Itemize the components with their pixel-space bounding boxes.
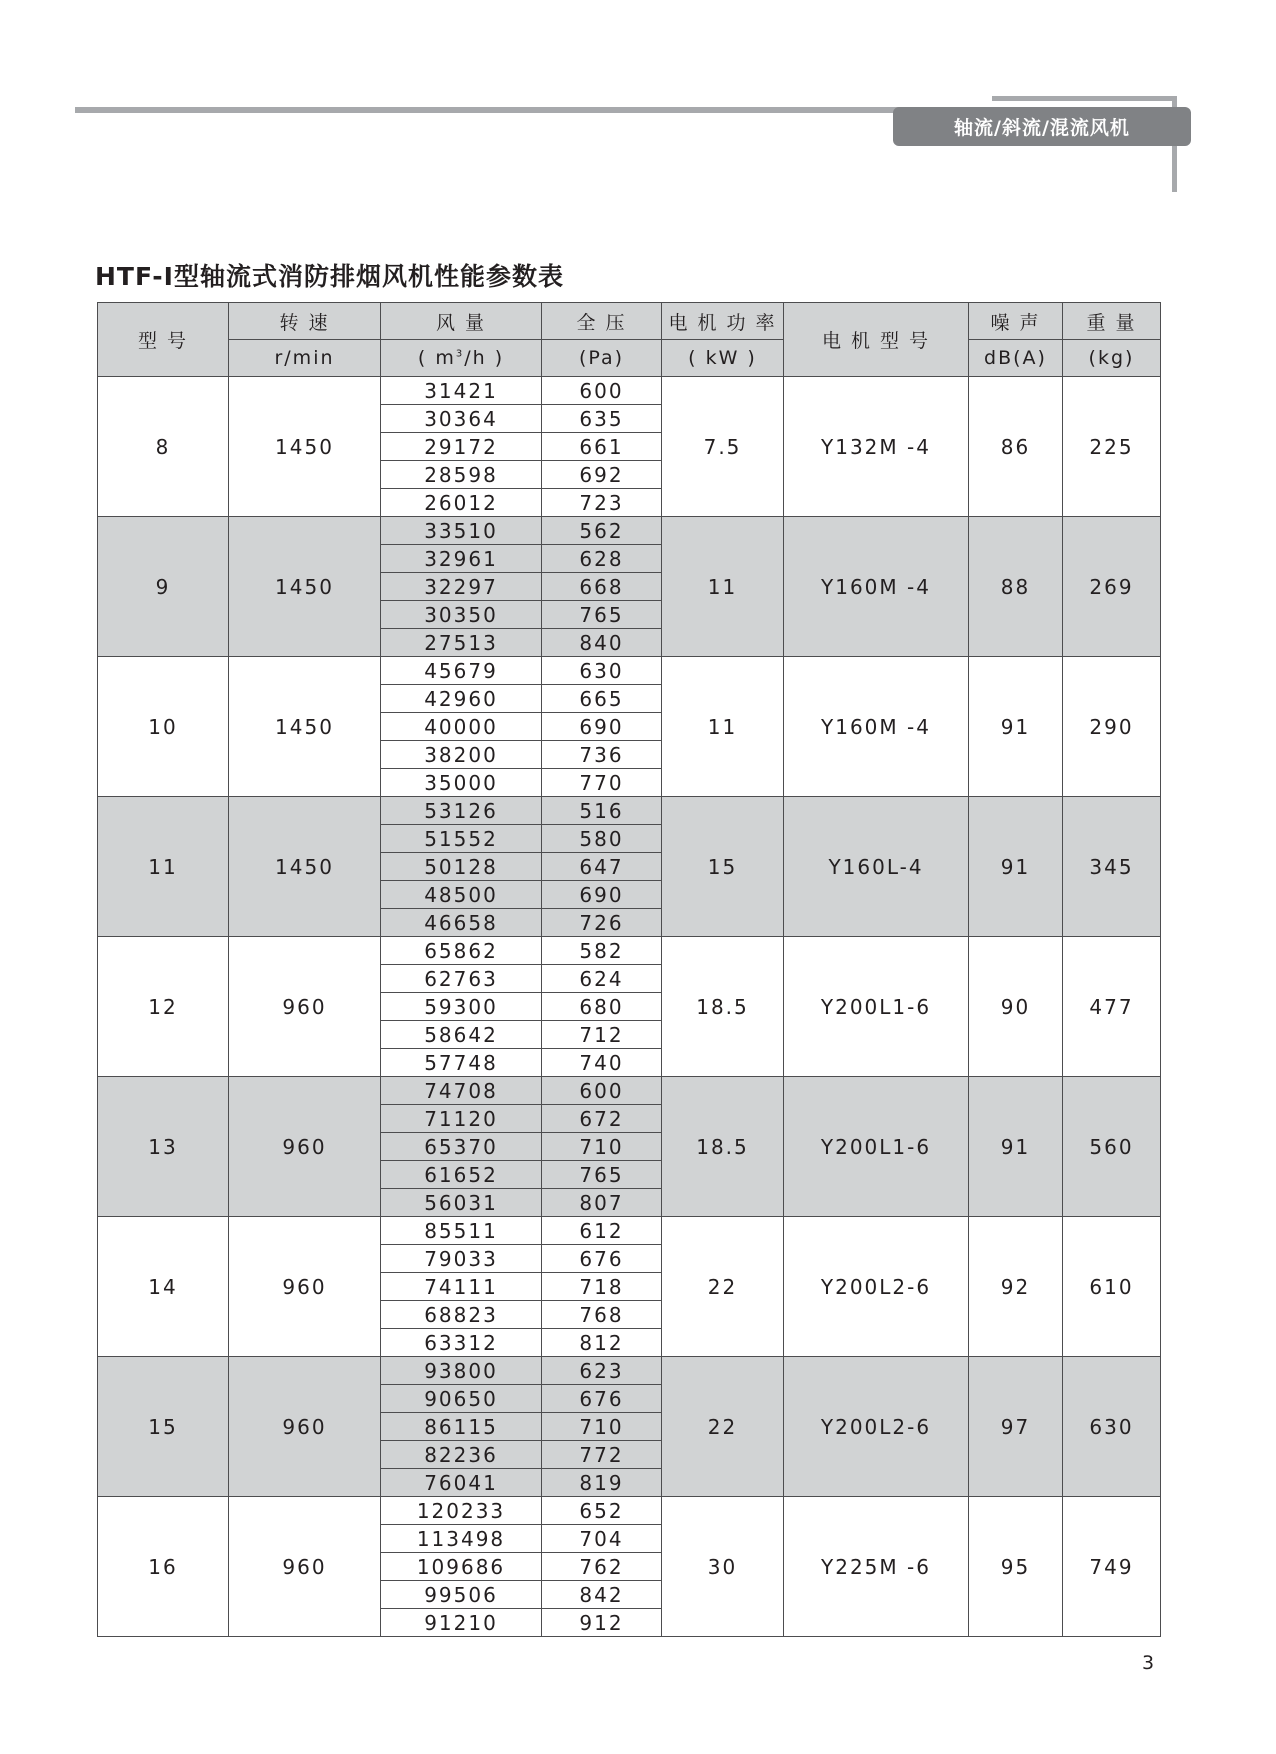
cell-airflow: 120233 xyxy=(381,1497,542,1525)
cell-pressure: 562 xyxy=(542,517,662,545)
cell-pressure: 628 xyxy=(542,545,662,573)
cell-power: 7.5 xyxy=(662,377,784,517)
cell-pressure: 635 xyxy=(542,405,662,433)
cell-pressure: 819 xyxy=(542,1469,662,1497)
cell-airflow: 58642 xyxy=(381,1021,542,1049)
cell-model: 15 xyxy=(98,1357,229,1497)
cell-noise: 95 xyxy=(969,1497,1063,1637)
cell-pressure: 710 xyxy=(542,1133,662,1161)
cell-pressure: 736 xyxy=(542,741,662,769)
cell-airflow: 40000 xyxy=(381,713,542,741)
cell-speed: 960 xyxy=(229,1497,381,1637)
cell-airflow: 29172 xyxy=(381,433,542,461)
cell-pressure: 723 xyxy=(542,489,662,517)
table-row xyxy=(98,937,1161,965)
unit-airflow-suffix: /h ) xyxy=(464,347,505,369)
cell-airflow: 74111 xyxy=(381,1273,542,1301)
cell-pressure: 624 xyxy=(542,965,662,993)
cell-power: 11 xyxy=(662,517,784,657)
cell-pressure: 630 xyxy=(542,657,662,685)
unit-power: ( kW ) xyxy=(662,340,784,377)
cell-speed: 960 xyxy=(229,1077,381,1217)
cell-model: 14 xyxy=(98,1217,229,1357)
cell-pressure: 661 xyxy=(542,433,662,461)
table-row xyxy=(98,657,1161,685)
cell-airflow: 61652 xyxy=(381,1161,542,1189)
cell-motor: Y160M -4 xyxy=(784,657,969,797)
cell-power: 18.5 xyxy=(662,937,784,1077)
cell-noise: 91 xyxy=(969,1077,1063,1217)
cell-pressure: 710 xyxy=(542,1413,662,1441)
cell-power: 22 xyxy=(662,1217,784,1357)
header-rule xyxy=(75,107,925,113)
unit-noise: dB(A) xyxy=(969,340,1063,377)
table-row xyxy=(98,1357,1161,1385)
cell-pressure: 765 xyxy=(542,601,662,629)
cell-airflow: 82236 xyxy=(381,1441,542,1469)
cell-pressure: 812 xyxy=(542,1329,662,1357)
cell-airflow: 90650 xyxy=(381,1385,542,1413)
cell-airflow: 85511 xyxy=(381,1217,542,1245)
col-header-airflow: 风 量 xyxy=(381,303,542,340)
cell-weight: 560 xyxy=(1063,1077,1161,1217)
cell-model: 10 xyxy=(98,657,229,797)
cell-motor: Y160M -4 xyxy=(784,517,969,657)
cell-airflow: 30350 xyxy=(381,601,542,629)
cell-pressure: 718 xyxy=(542,1273,662,1301)
cell-pressure: 726 xyxy=(542,909,662,937)
header-row-labels xyxy=(98,303,1161,340)
cell-airflow: 32961 xyxy=(381,545,542,573)
col-header-weight: 重 量 xyxy=(1063,303,1161,340)
cell-weight: 630 xyxy=(1063,1357,1161,1497)
cell-speed: 960 xyxy=(229,937,381,1077)
cell-airflow: 33510 xyxy=(381,517,542,545)
cell-pressure: 842 xyxy=(542,1581,662,1609)
cell-model: 13 xyxy=(98,1077,229,1217)
cell-weight: 290 xyxy=(1063,657,1161,797)
cell-weight: 610 xyxy=(1063,1217,1161,1357)
cell-airflow: 45679 xyxy=(381,657,542,685)
cell-pressure: 672 xyxy=(542,1105,662,1133)
table-row xyxy=(98,1497,1161,1525)
cell-pressure: 580 xyxy=(542,825,662,853)
cell-pressure: 692 xyxy=(542,461,662,489)
cell-pressure: 762 xyxy=(542,1553,662,1581)
unit-speed: r/min xyxy=(229,340,381,377)
cell-motor: Y200L1-6 xyxy=(784,1077,969,1217)
cell-pressure: 704 xyxy=(542,1525,662,1553)
cell-pressure: 600 xyxy=(542,377,662,405)
cell-airflow: 68823 xyxy=(381,1301,542,1329)
performance-table xyxy=(97,302,1161,1637)
cell-speed: 960 xyxy=(229,1217,381,1357)
cell-motor: Y200L2-6 xyxy=(784,1217,969,1357)
cell-power: 11 xyxy=(662,657,784,797)
cell-airflow: 93800 xyxy=(381,1357,542,1385)
page-title: HTF-I型轴流式消防排烟风机性能参数表 xyxy=(95,262,564,291)
cell-airflow: 28598 xyxy=(381,461,542,489)
cell-speed: 1450 xyxy=(229,657,381,797)
unit-airflow-sup: 3 xyxy=(455,348,465,360)
cell-airflow: 26012 xyxy=(381,489,542,517)
cell-pressure: 676 xyxy=(542,1385,662,1413)
cell-airflow: 56031 xyxy=(381,1189,542,1217)
cell-airflow: 42960 xyxy=(381,685,542,713)
cell-model: 12 xyxy=(98,937,229,1077)
unit-airflow-prefix: ( m xyxy=(417,347,456,369)
cell-pressure: 712 xyxy=(542,1021,662,1049)
col-header-power: 电 机 功 率 xyxy=(662,303,784,340)
cell-airflow: 50128 xyxy=(381,853,542,881)
cell-airflow: 48500 xyxy=(381,881,542,909)
cell-noise: 90 xyxy=(969,937,1063,1077)
cell-pressure: 647 xyxy=(542,853,662,881)
cell-weight: 269 xyxy=(1063,517,1161,657)
cell-weight: 749 xyxy=(1063,1497,1161,1637)
table-row xyxy=(98,1077,1161,1105)
section-tab: 轴流/斜流/混流风机 xyxy=(893,107,1191,146)
cell-pressure: 840 xyxy=(542,629,662,657)
cell-airflow: 71120 xyxy=(381,1105,542,1133)
cell-airflow: 35000 xyxy=(381,769,542,797)
cell-power: 22 xyxy=(662,1357,784,1497)
cell-power: 30 xyxy=(662,1497,784,1637)
col-header-speed: 转 速 xyxy=(229,303,381,340)
cell-pressure: 690 xyxy=(542,881,662,909)
cell-airflow: 38200 xyxy=(381,741,542,769)
cell-pressure: 665 xyxy=(542,685,662,713)
cell-pressure: 768 xyxy=(542,1301,662,1329)
cell-motor: Y160L-4 xyxy=(784,797,969,937)
cell-motor: Y200L1-6 xyxy=(784,937,969,1077)
cell-airflow: 31421 xyxy=(381,377,542,405)
table-row xyxy=(98,517,1161,545)
cell-motor: Y225M -6 xyxy=(784,1497,969,1637)
cell-pressure: 652 xyxy=(542,1497,662,1525)
cell-pressure: 680 xyxy=(542,993,662,1021)
cell-airflow: 99506 xyxy=(381,1581,542,1609)
cell-motor: Y200L2-6 xyxy=(784,1357,969,1497)
cell-airflow: 51552 xyxy=(381,825,542,853)
cell-pressure: 912 xyxy=(542,1609,662,1637)
unit-weight: (kg) xyxy=(1063,340,1161,377)
table-body xyxy=(98,377,1161,1637)
table-row xyxy=(98,797,1161,825)
cell-pressure: 765 xyxy=(542,1161,662,1189)
cell-noise: 91 xyxy=(969,797,1063,937)
cell-pressure: 740 xyxy=(542,1049,662,1077)
cell-motor: Y132M -4 xyxy=(784,377,969,517)
cell-airflow: 65370 xyxy=(381,1133,542,1161)
cell-noise: 97 xyxy=(969,1357,1063,1497)
cell-airflow: 27513 xyxy=(381,629,542,657)
cell-power: 18.5 xyxy=(662,1077,784,1217)
unit-pressure: (Pa) xyxy=(542,340,662,377)
col-header-model: 型 号 xyxy=(98,303,229,377)
cell-speed: 1450 xyxy=(229,797,381,937)
header-row-units xyxy=(98,340,1161,377)
cell-airflow: 113498 xyxy=(381,1525,542,1553)
cell-pressure: 770 xyxy=(542,769,662,797)
cell-speed: 1450 xyxy=(229,517,381,657)
cell-airflow: 63312 xyxy=(381,1329,542,1357)
cell-model: 9 xyxy=(98,517,229,657)
cell-airflow: 57748 xyxy=(381,1049,542,1077)
cell-pressure: 676 xyxy=(542,1245,662,1273)
cell-pressure: 772 xyxy=(542,1441,662,1469)
cell-weight: 345 xyxy=(1063,797,1161,937)
cell-pressure: 516 xyxy=(542,797,662,825)
cell-model: 16 xyxy=(98,1497,229,1637)
cell-pressure: 807 xyxy=(542,1189,662,1217)
col-header-pressure: 全 压 xyxy=(542,303,662,340)
table-row xyxy=(98,377,1161,405)
table-row xyxy=(98,1217,1161,1245)
cell-speed: 1450 xyxy=(229,377,381,517)
header-bracket-top xyxy=(992,96,1176,101)
cell-noise: 86 xyxy=(969,377,1063,517)
cell-speed: 960 xyxy=(229,1357,381,1497)
cell-pressure: 668 xyxy=(542,573,662,601)
cell-weight: 225 xyxy=(1063,377,1161,517)
unit-airflow xyxy=(381,340,542,377)
cell-airflow: 32297 xyxy=(381,573,542,601)
cell-model: 11 xyxy=(98,797,229,937)
col-header-noise: 噪 声 xyxy=(969,303,1063,340)
cell-power: 15 xyxy=(662,797,784,937)
cell-pressure: 612 xyxy=(542,1217,662,1245)
cell-pressure: 600 xyxy=(542,1077,662,1105)
cell-noise: 91 xyxy=(969,657,1063,797)
cell-airflow: 46658 xyxy=(381,909,542,937)
page-number: 3 xyxy=(1142,1652,1155,1674)
cell-airflow: 109686 xyxy=(381,1553,542,1581)
cell-airflow: 86115 xyxy=(381,1413,542,1441)
cell-airflow: 76041 xyxy=(381,1469,542,1497)
cell-pressure: 623 xyxy=(542,1357,662,1385)
cell-airflow: 79033 xyxy=(381,1245,542,1273)
cell-airflow: 62763 xyxy=(381,965,542,993)
cell-airflow: 59300 xyxy=(381,993,542,1021)
cell-pressure: 582 xyxy=(542,937,662,965)
cell-model: 8 xyxy=(98,377,229,517)
cell-weight: 477 xyxy=(1063,937,1161,1077)
cell-airflow: 30364 xyxy=(381,405,542,433)
cell-noise: 88 xyxy=(969,517,1063,657)
cell-airflow: 74708 xyxy=(381,1077,542,1105)
cell-airflow: 65862 xyxy=(381,937,542,965)
cell-noise: 92 xyxy=(969,1217,1063,1357)
cell-airflow: 91210 xyxy=(381,1609,542,1637)
col-header-motor: 电 机 型 号 xyxy=(784,303,969,377)
cell-airflow: 53126 xyxy=(381,797,542,825)
cell-pressure: 690 xyxy=(542,713,662,741)
